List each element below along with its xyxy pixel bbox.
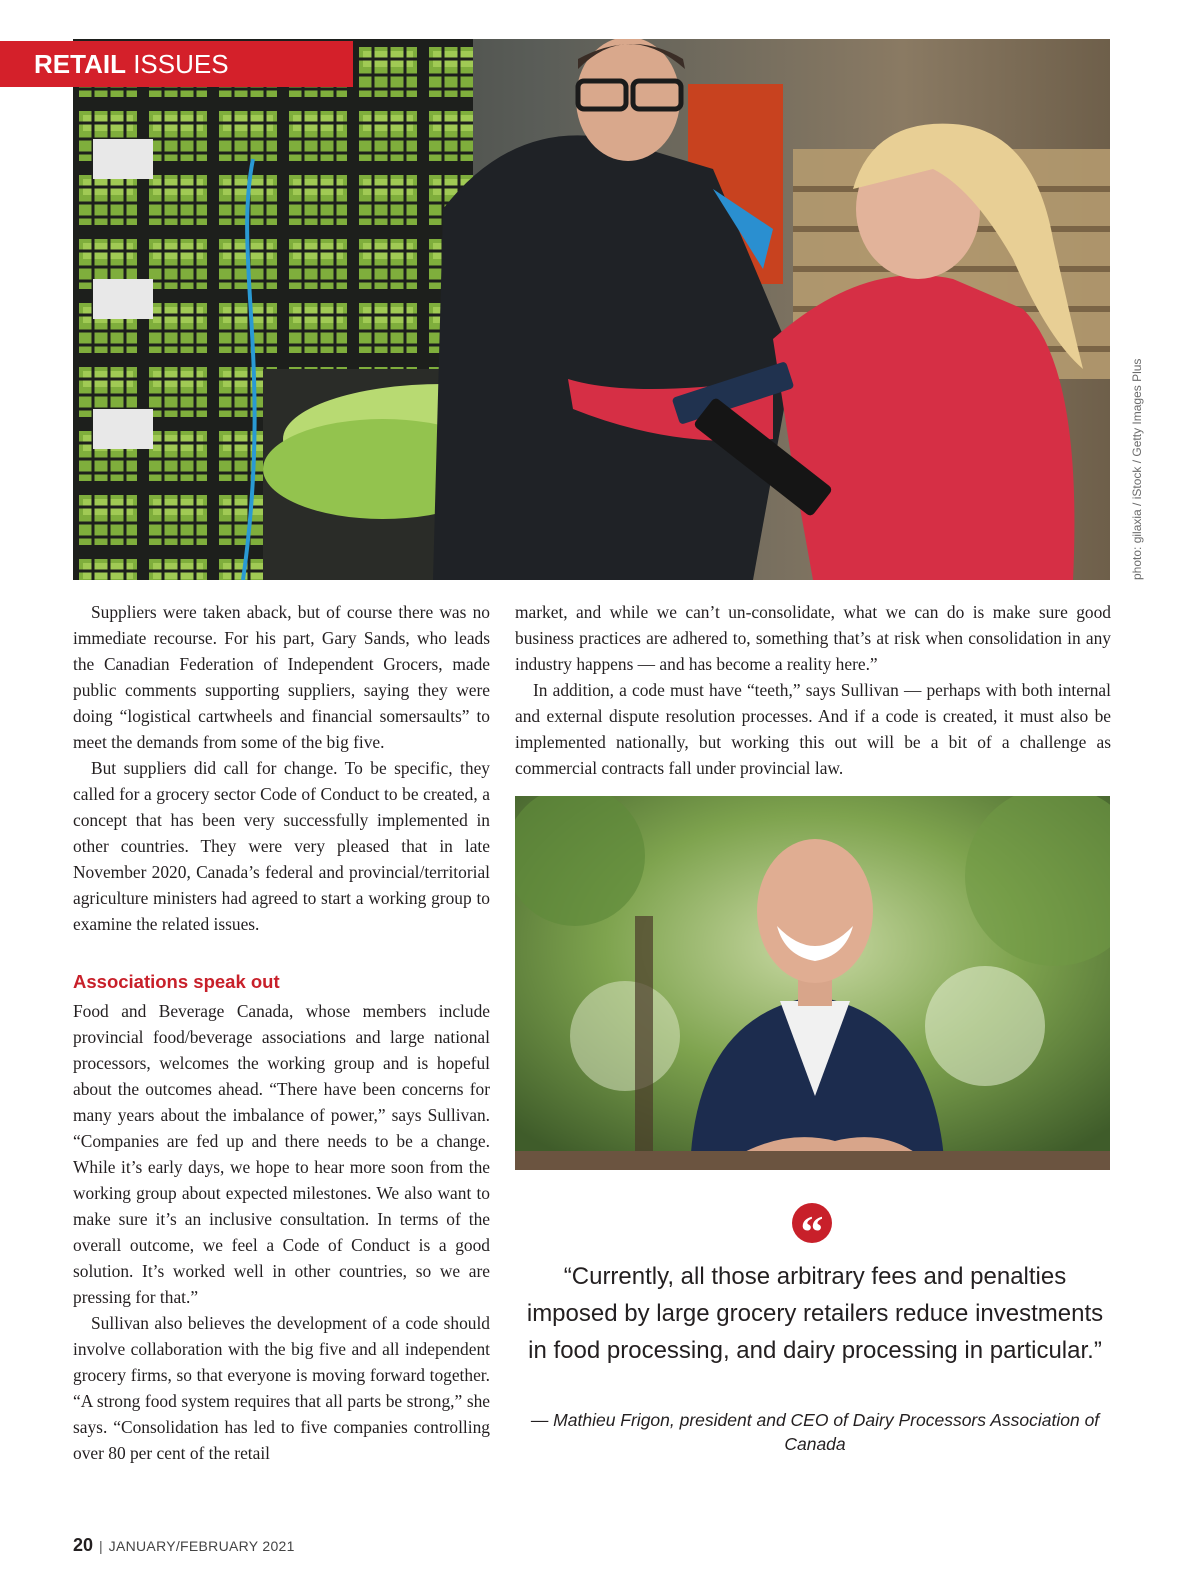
body-paragraph: Suppliers were taken aback, but of course there was no immediate recourse. For his part, Gary Sands, who leads the Canadian Federation of Independent Grocers, made public comments supporting suppliers, saying they were doing “logistical cartwheels and financial somersaults” to meet the demands from some of the big five. <box>73 602 490 752</box>
body-paragraph: Sullivan also believes the development of a code should involve collaboration with the big five and all independent grocery firms, so that everyone is moving forward together. “A strong food system requires that all parts be strong,” she says. “Consolidation has led to five companies controlling over 80 per cent of the retail <box>73 1313 490 1463</box>
issue-date: JANUARY/FEBRUARY 2021 <box>108 1538 295 1554</box>
subhead: Associations speak out <box>73 971 280 992</box>
body-paragraph: Food and Beverage Canada, whose members include provincial food/beverage associations and large national processors, welcomes the working group and is hopeful about the outcomes ahead. “There have been concerns for many years about the imbalance of power,” says Sullivan. “Companies are fed up and there needs to be a change. While it’s early days, we hope to hear more soon from the working group about expected milestones. We also want to make sure it’s an inclusive consultation. In terms of the overall outcome, we feel a Code of Conduct is a good solution. It’s worked well in other countries, so we are pressing for that.” <box>73 1001 490 1307</box>
quote-attribution: — Mathieu Frigon, president and CEO of Dairy Processors Association of Canada <box>530 1410 1100 1454</box>
body-paragraph: In addition, a code must have “teeth,” says Sullivan — perhaps with both internal and external dispute resolution processes. And if a code is created, it must also be implemented nationally, but working this out will be a bit of a challenge as commercial contracts fall under provincial law. <box>515 680 1111 778</box>
page-number: 20 <box>73 1535 94 1555</box>
section-label-light: ISSUES <box>133 49 229 79</box>
body-paragraph: market, and while we can’t un-consolidate, what we can do is make sure good business practices are adhered to, something that’s at risk when consolidation in any industry happens — and has become a reality here.” <box>515 602 1111 674</box>
footer-separator: | <box>99 1538 103 1554</box>
section-tab <box>0 41 353 87</box>
hero-photo <box>73 39 1110 580</box>
photo-credit: photo: gilaxia / iStock / Getty Images Plus <box>1130 358 1144 580</box>
left-column <box>73 599 490 1466</box>
body-paragraph: But suppliers did call for change. To be specific, they called for a grocery sector Code of Conduct to be created, a concept that has been very successfully implemented in other countries. They were very pleased that in late November 2020, Canada’s federal and provincial/territorial agriculture ministers had agreed to start a working group to examine the related issues. <box>73 758 490 934</box>
portrait-photo <box>515 796 1110 1170</box>
pull-quote: “Currently, all those arbitrary fees and penalties imposed by large grocery retailers reduce investments in food processing, and dairy processing in particular.” <box>526 1263 1104 1364</box>
quote-mark-icon: “ <box>792 1203 832 1243</box>
right-column <box>515 599 1111 781</box>
section-label-bold: RETAIL <box>34 49 126 79</box>
page-footer <box>73 1535 295 1556</box>
